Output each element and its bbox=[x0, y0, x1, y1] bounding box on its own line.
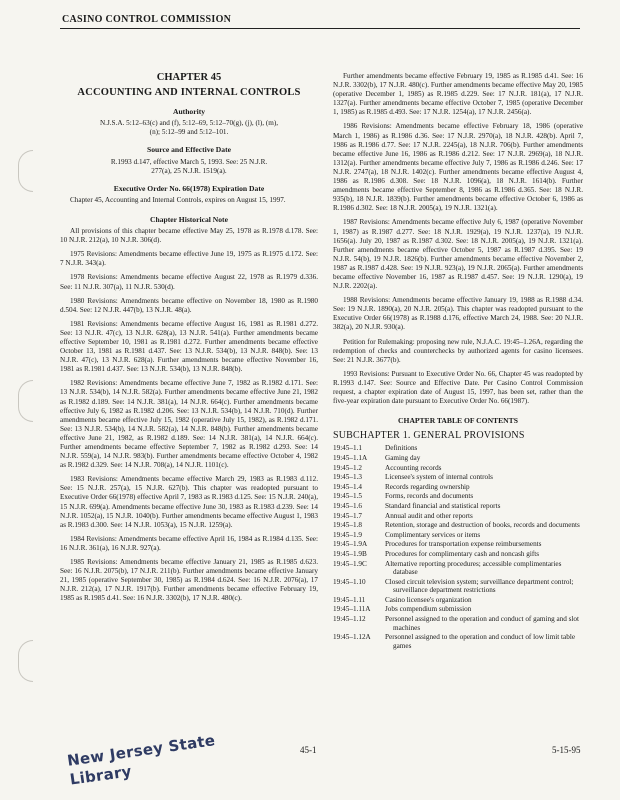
toc-entry[interactable] bbox=[333, 502, 583, 511]
toc-section-number: 19:45–1.7 bbox=[333, 511, 362, 520]
historical-note-right bbox=[333, 72, 583, 406]
executive-order-heading: Executive Order No. 66(1978) Expiration Date bbox=[113, 183, 265, 193]
toc-section-title: Personnel assigned to the operation and conduct of low limit table games bbox=[385, 633, 576, 650]
toc-section-number: 19:45–1.12A bbox=[333, 633, 371, 642]
toc-section-number: 19:45–1.9A bbox=[333, 540, 368, 549]
toc-entry[interactable] bbox=[333, 560, 583, 577]
history-paragraph: 1983 Revisions: Amendments became effective March 29, 1983 as R.1983 d.112. See: 15 N.J.R. 257(a), 15 N.J.R. 627(b). This chapter was readopted pursuant to Executive Order 66(1978) effective April 7, 1983 as R.1983 d.125. See: 15 N.J.R. 240(a), 15 N.J.R. 699(a). Amendments became effective June 30, 1983 as R.1983 d.239. See: 14 N.J.R. 1052(a), 15 N.J.R. 1040(b). Further amendments became effective August 1, 1983 as R.1983 d.300. See: 14 N.J.R. 1053(a), 15 N.J.R. 1259(a). bbox=[60, 475, 318, 529]
toc-section-number: 19:45–1.11 bbox=[333, 595, 366, 604]
toc-section-title: Records regarding ownership bbox=[385, 482, 470, 491]
history-paragraph: 1982 Revisions: Amendments became effective June 7, 1982 as R.1982 d.171. See: 13 N.J.R. 534(b), 14 N.J.R. 582(a). Further amendments became effective June 21, 1982 as R.1982 d.189. See: 14 N.J.R. 381(a), 14 N.J.R. 664(c). Further amendments became effective July 6, 1982 as R.1982 d.206. See: 13 N.J.R. 534(b), 14 N.J.R. 710(d). Further amendments became effective July 15, 1982 (operative July 15, 1982), as R.1982 d.171. See: 13 N.J.R. 534(b), 14 N.J.R. 582(a), 14 N.J.R. 848(b). Further amendments became effective June 21, 1982, as R.1982 d.189. See: 14 N.J.R. 381(a), 14 N.J.R. 664(c). Further amendments became effective September 7, 1982 as R.1982 d.293. See: 14 N.J.R. 559(a), 14 N.J.R. 983(b). Further amendments became effective October 4, 1982 as R.1982 d.329. See: 14 N.J.R. 708(a), 14 N.J.R. 1101(c). bbox=[60, 379, 318, 470]
historical-note-heading: Chapter Historical Note bbox=[150, 214, 228, 224]
toc-section-number: 19:45–1.12 bbox=[333, 615, 366, 624]
left-column bbox=[60, 70, 318, 609]
toc-section-number: 19:45–1.9 bbox=[333, 530, 362, 539]
authority-heading: Authority bbox=[172, 107, 206, 117]
toc-entry[interactable] bbox=[333, 615, 583, 632]
toc-entry[interactable] bbox=[333, 454, 583, 463]
toc-section-number: 19:45–1.4 bbox=[333, 482, 362, 491]
history-paragraph: 1986 Revisions: Amendments became effective February 18, 1986 (operative March 1, 1986) as R.1986 d.36. See: 17 N.J.R. 2970(a), 18 N.J.R. 428(b). April 7, 1986 as R.1986 d.77. See: 17 N.J.R. 2245(a), 18 N.J.R. 706(b). Further amendments became effective June 16, 1986 as R.1986 d.212. See: 17 N.J.R. 2969(a), 18 N.J.R. 1312(a). Further amendments became effective July 7, 1986 as R.1986 d.246. See: 17 N.J.R. 2747(a), 18 N.J.R. 1402(c). Further amendments became effective August 4, 1986 as R.1986 d.308. See: 18 N.J.R. 1096(a), 18 N.J.R. 1614(b). Further amendments became effective September 8, 1986 as R.1986 d.365. See: 18 N.J.R. 935(b), 18 N.J.R. 1839(b). Further amendments became effective October 6, 1986 as R.1986 d.302. See: 18 N.J.R. 2005(a), 19 N.J.R. 1321(a). bbox=[333, 122, 583, 213]
chapter-title: ACCOUNTING AND INTERNAL CONTROLS bbox=[77, 87, 301, 99]
history-paragraph: Further amendments became effective February 19, 1985 as R.1985 d.41. See: 16 N.J.R. 3302(b), 17 N.J.R. 480(c). Further amendments became effective May 20, 1985 (operative December 1, 1985) as R.1985 d.229. See: 17 N.J.R. 181(a), 17 N.J.R. 1327(a). Further amendments became effective October 7, 1985 (operative December 1, 1985) as R.1985 d.493. See: 17 N.J.R. 1254(a), 17 N.J.R. 2456(a). bbox=[333, 72, 583, 117]
toc-entry[interactable] bbox=[333, 633, 583, 650]
toc-list bbox=[333, 444, 583, 650]
toc-section-title: Casino licensee's organization bbox=[385, 595, 472, 604]
toc-section-title: Forms, records and documents bbox=[385, 492, 474, 501]
toc-section-number: 19:45–1.2 bbox=[333, 463, 362, 472]
history-paragraph: 1981 Revisions: Amendments became effective August 16, 1981 as R.1981 d.272. See: 13 N.J.R. 47(c), 13 N.J.R. 628(a), 13 N.J.R. 541(a). Further amendments became effective September 10, 1981 as R.1981 d.272. Further amendments became effective October 13, 1981 as R.1981 d.437. See: 13 N.J.R. 534(b), 13 N.J.R. 848(b). See: 13 N.J.R. 47(c), 13 N.J.R. 628(a). Further amendments became effective November 16, 1981 as R.1981 d.437. See: 13 N.J.R. 534(b), 13 N.J.R. 848(b). bbox=[60, 319, 318, 374]
toc-section-number: 19:45–1.8 bbox=[333, 521, 362, 530]
toc-entry[interactable] bbox=[333, 464, 583, 473]
toc-section-title: Procedures for complimentary cash and noncash gifts bbox=[385, 549, 540, 558]
header-rule bbox=[60, 28, 580, 29]
revision-date: 5-15-95 bbox=[552, 745, 581, 755]
running-head: CASINO CONTROL COMMISSION bbox=[62, 14, 232, 25]
right-column bbox=[333, 72, 583, 651]
toc-section-title: Alternative reporting procedures; accessible complimentaries database bbox=[385, 559, 562, 577]
toc-entry[interactable] bbox=[333, 550, 583, 559]
chapter-number: CHAPTER 45 bbox=[156, 72, 222, 83]
history-paragraph: 1975 Revisions: Amendments became effective June 19, 1975 as R.1975 d.172. See: 7 N.J.R. 343(a). bbox=[60, 250, 318, 268]
toc-entry[interactable] bbox=[333, 483, 583, 492]
history-paragraph: All provisions of this chapter became effective May 25, 1978 as R.1978 d.178. See: 10 N.J.R. 212(a), 10 N.J.R. 306(d). bbox=[60, 227, 318, 245]
source-heading: Source and Effective Date bbox=[146, 145, 231, 155]
toc-section-title: Annual audit and other reports bbox=[385, 511, 473, 520]
toc-section-title: Personnel assigned to the operation and conduct of gaming and slot machines bbox=[385, 615, 580, 632]
toc-section-title: Complimentary services or items bbox=[385, 530, 481, 539]
history-paragraph: 1988 Revisions: Amendments became effective January 19, 1988 as R.1988 d.34. See: 19 N.J.R. 1890(a), 20 N.J.R. 205(a). This chapter was readopted pursuant to the Executive Order 66(1978) as R.1988 d.176, effective March 24, 1988. See: 20 N.J.R. 382(a), 20 N.J.R. 930(a). bbox=[333, 296, 583, 332]
history-paragraph: 1985 Revisions: Amendments became effective January 21, 1985 as R.1985 d.623. See: 16 N.J.R. 2075(b), 17 N.J.R. 211(b). Further amendments became effective January 21, 1985 (operative September 30, 1985) as R.1984 d.624. See: 16 N.J.R. 2076(a), 17 N.J.R. 212(a), 17 N.J.R. 1917(b). Further amendments became effective February 19, 1985 as R.1985 d.41. See: 16 N.J.R. 3302(b), 17 N.J.R. 480(c). bbox=[60, 558, 318, 603]
authority-text: N.J.S.A. 5:12–63(c) and (f), 5:12–69, 5:12–70(g), (j), (l), (m), (n); 5:12–99 and 5:12–101. bbox=[99, 119, 279, 137]
history-paragraph: 1987 Revisions: Amendments became effective July 6, 1987 (operative November 1, 1987) as R.1987 d.277. See: 18 N.J.R. 1929(a), 19 N.J.R. 1237(a), 19 N.J.R. 1656(a). July 20, 1987 as R.1987 d.302. See: 18 N.J.R. 2005(a), 19 N.J.R. 1321(a). Further amendments became effective October 5, 1987 as R.1987 d.395. See: 19 N.J.R. 54(b), 19 N.J.R. 1826(b). Further amendments became effective November 2, 1987 as R.1987 d.428. See: 19 N.J.R. 923(a), 19 N.J.R. 2065(a). Further amendments became effective November 16, 1987 as R.1987 d.457. See: 19 N.J.R. 1290(a), 19 N.J.R. 2202(a). bbox=[333, 218, 583, 291]
history-paragraph: 1993 Revisions: Pursuant to Executive Order No. 66, Chapter 45 was readopted by R.1993 d.147. See: Source and Effective Date. Per Casino Control Commission request, a chapter expiration date of August 15, 1997, has been set, rather than the five-year expiration date pursuant to Executive Order No. 66(1987). bbox=[333, 369, 583, 406]
toc-section-number: 19:45–1.9B bbox=[333, 549, 367, 558]
toc-section-number: 19:45–1.10 bbox=[333, 577, 366, 586]
toc-entry[interactable] bbox=[333, 596, 583, 605]
page-number: 45-1 bbox=[300, 745, 317, 755]
toc-entry[interactable] bbox=[333, 531, 583, 540]
toc-entry[interactable] bbox=[333, 540, 583, 549]
toc-section-title: Licensee's system of internal controls bbox=[385, 473, 493, 482]
toc-section-title: Accounting records bbox=[385, 463, 442, 472]
historical-note-left bbox=[60, 227, 318, 603]
toc-section-number: 19:45–1.6 bbox=[333, 501, 362, 510]
source-text: R.1993 d.147, effective March 5, 1993. See: 25 N.J.R. 277(a), 25 N.J.R. 1519(a). bbox=[110, 157, 268, 175]
toc-section-number: 19:45–1.5 bbox=[333, 492, 362, 501]
punch-hole-mark bbox=[18, 150, 33, 192]
toc-section-number: 19:45–1.9C bbox=[333, 559, 367, 568]
toc-section-title: Definitions bbox=[385, 444, 418, 453]
toc-entry[interactable] bbox=[333, 605, 583, 614]
toc-section-title: Procedures for transportation expense reimbursements bbox=[385, 540, 542, 549]
toc-section-title: Gaming day bbox=[385, 453, 421, 462]
library-stamp: New Jersey State Library bbox=[66, 731, 217, 789]
punch-hole-mark bbox=[18, 640, 33, 682]
toc-section-title: Retention, storage and destruction of books, records and documents bbox=[385, 521, 580, 530]
toc-section-title: Closed circuit television system; surveillance department control; surveillance department restrictions bbox=[385, 577, 574, 595]
toc-section-title: Standard financial and statistical reports bbox=[385, 501, 501, 510]
executive-order-text: Chapter 45, Accounting and Internal Controls, expires on August 15, 1997. bbox=[70, 195, 286, 204]
toc-section-number: 19:45–1.11A bbox=[333, 605, 371, 614]
punch-hole-mark bbox=[18, 380, 33, 422]
toc-section-number: 19:45–1.1A bbox=[333, 453, 368, 462]
subchapter-heading: SUBCHAPTER 1. GENERAL PROVISIONS bbox=[333, 430, 525, 442]
toc-entry[interactable] bbox=[333, 578, 583, 595]
toc-section-title: Jobs compendium submission bbox=[385, 605, 472, 614]
toc-section-number: 19:45–1.1 bbox=[333, 444, 362, 453]
history-paragraph: Petition for Rulemaking: proposing new rule, N.J.A.C. 19:45–1.26A, regarding the redemption of checks and counterchecks by authorized agents for casino licensees. See: 21 N.J.R. 3677(b). bbox=[333, 337, 583, 364]
toc-entry[interactable] bbox=[333, 521, 583, 530]
history-paragraph: 1984 Revisions: Amendments became effective April 16, 1984 as R.1984 d.135. See: 16 N.J.R. 361(a), 16 N.J.R. 927(a). bbox=[60, 534, 318, 552]
history-paragraph: 1980 Revisions: Amendments became effective on November 18, 1980 as R.1980 d.504. See: 12 N.J.R. 447(b), 13 N.J.R. 48(a). bbox=[60, 296, 318, 314]
toc-entry[interactable] bbox=[333, 492, 583, 501]
history-paragraph: 1978 Revisions: Amendments became effective August 22, 1978 as R.1979 d.336. See: 11 N.J.R. 307(a), 11 N.J.R. 530(d). bbox=[60, 273, 318, 291]
toc-entry[interactable] bbox=[333, 512, 583, 521]
toc-section-number: 19:45–1.3 bbox=[333, 473, 362, 482]
toc-entry[interactable] bbox=[333, 444, 583, 453]
toc-entry[interactable] bbox=[333, 473, 583, 482]
toc-heading: CHAPTER TABLE OF CONTENTS bbox=[398, 416, 518, 426]
